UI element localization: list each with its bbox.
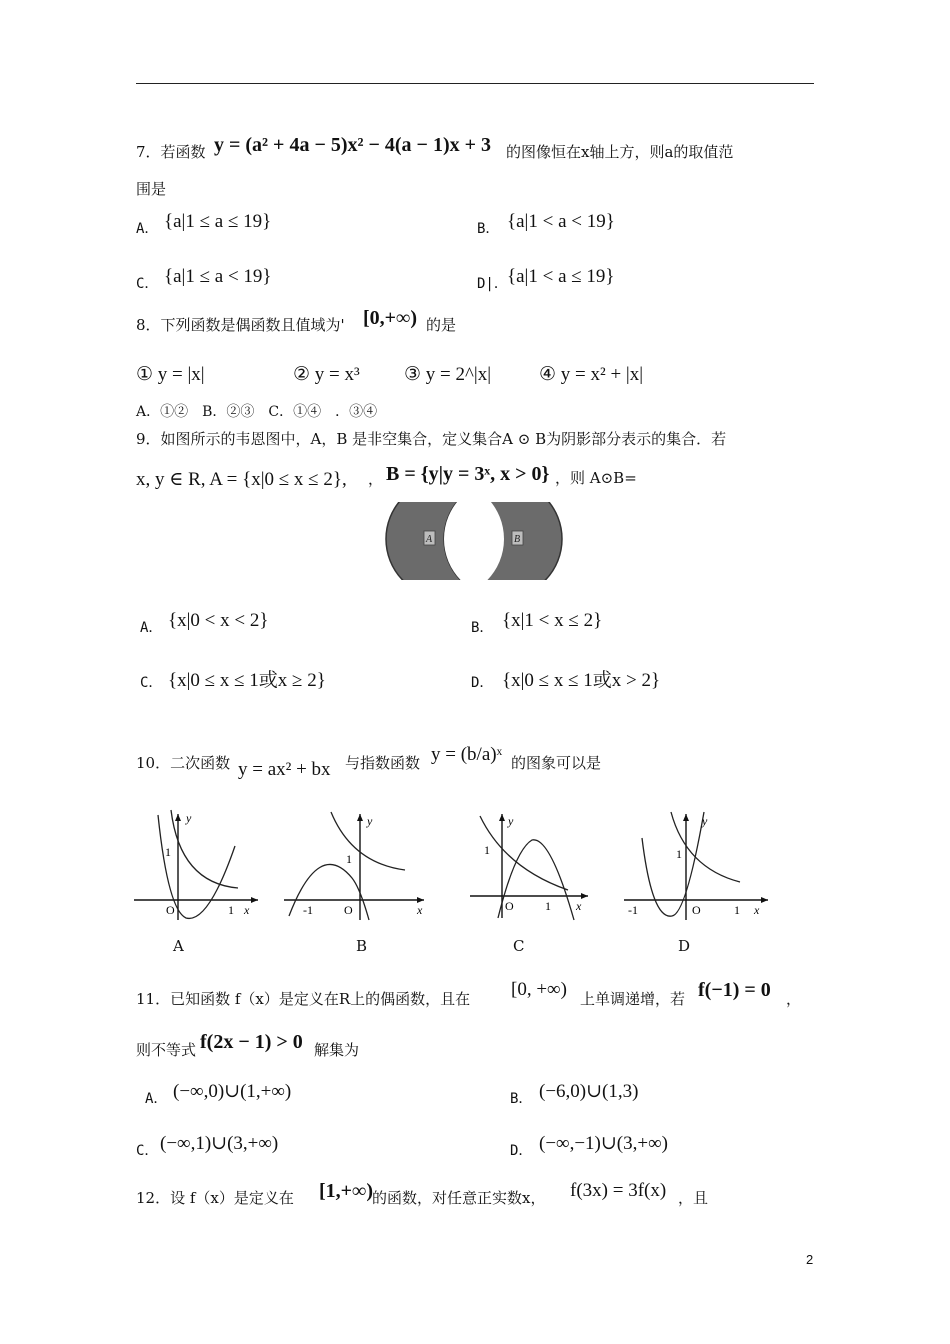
graph-a-label: A	[173, 937, 184, 955]
graph-a-origin: O	[166, 903, 175, 917]
q8-function-3: ③ y = 2^|x|	[404, 364, 492, 385]
q7-option-c-label: C．	[136, 276, 159, 292]
q11-option-c-label: C．	[136, 1143, 159, 1159]
q11-option-d-label: D．	[510, 1143, 533, 1159]
header-rule	[136, 83, 814, 84]
q9-given-a: x, y ∈ R, A = {x|0 ≤ x ≤ 2},	[136, 469, 347, 490]
graph-d-tick-xneg1: -1	[628, 903, 638, 917]
q10-exponential: y = (b/a)ˣ	[431, 744, 503, 765]
q12-tail: ，且	[678, 1189, 709, 1207]
graph-b-x-label: x	[417, 903, 423, 917]
q7-continuation: 围是	[136, 180, 167, 198]
q11-option-b-label: B．	[510, 1091, 533, 1107]
venn-label-a: A	[426, 534, 433, 545]
q11-line-2b: 解集为	[314, 1041, 360, 1059]
q8-function-1: ① y = |x|	[136, 364, 205, 385]
graph-a-x-label: x	[244, 903, 250, 917]
q9-line-1: 9．如图所示的韦恩图中，A，B 是非空集合，定义集合A ⊙ B为阴影部分表示的集合．若	[136, 430, 727, 448]
graph-d	[624, 808, 774, 923]
q12-number: 12．设 f（x）是定义在	[136, 1189, 294, 1207]
graph-c-x-label: x	[576, 899, 582, 913]
q11-middle: 上单调递增，若	[580, 990, 686, 1008]
q10-tail: 的图象可以是	[511, 754, 602, 772]
graph-b	[284, 808, 434, 923]
q9-option-b: {x|1 < x ≤ 2}	[502, 610, 603, 631]
q11-comma: ，	[786, 990, 802, 1008]
q7-option-a: {a|1 ≤ a ≤ 19}	[164, 211, 272, 232]
graph-c-tick-x1: 1	[545, 899, 551, 913]
graph-d-tick-x1: 1	[734, 903, 740, 917]
graph-c-tick-y1: 1	[484, 843, 490, 857]
q7-tail: 的图像恒在x轴上方，则a的取值范	[506, 143, 734, 161]
venn-diagram	[384, 502, 564, 580]
q8-interval: [0,+∞)	[363, 307, 417, 329]
graph-c-origin: O	[505, 899, 514, 913]
q11-option-b: (−6,0)∪(1,3)	[539, 1081, 639, 1102]
graph-c-label: C	[513, 937, 525, 955]
q7-option-c: {a|1 ≤ a < 19}	[164, 266, 272, 287]
q11-option-c: (−∞,1)∪(3,+∞)	[160, 1133, 279, 1154]
graph-b-tick-xneg1: -1	[303, 903, 313, 917]
venn-label-b: B	[514, 534, 521, 545]
q9-option-c-label: C．	[140, 675, 163, 691]
q11-line-2a: 则不等式	[136, 1041, 197, 1059]
q8-tail: 的是	[426, 316, 457, 334]
q9-given-b: B = {y|y = 3ˣ, x > 0}	[386, 463, 550, 485]
q10-quadratic: y = ax² + bx	[238, 759, 331, 780]
graph-b-y-label: y	[367, 814, 373, 828]
graph-b-origin: O	[344, 903, 353, 917]
graph-c	[470, 808, 595, 923]
graph-a-y-label: y	[186, 811, 192, 825]
graph-a-tick-y1: 1	[165, 845, 171, 859]
q7-option-d: {a|1 < a ≤ 19}	[507, 266, 615, 287]
q8-number: 8．下列函数是偶函数且值域为'	[136, 316, 345, 334]
q10-middle: 与指数函数	[345, 754, 421, 772]
q9-option-d-label: D．	[471, 675, 494, 691]
q8-function-4: ④ y = x² + |x|	[539, 364, 644, 385]
graph-b-label: B	[356, 937, 368, 955]
q7-option-a-label: A．	[136, 221, 159, 237]
q9-option-a: {x|0 < x < 2}	[168, 610, 269, 631]
q11-inequality: f(2x − 1) > 0	[200, 1031, 303, 1053]
q11-option-d: (−∞,−1)∪(3,+∞)	[539, 1133, 668, 1154]
graph-a	[134, 808, 264, 923]
q10-number: 10．二次函数	[136, 754, 231, 772]
q9-option-a-label: A．	[140, 620, 163, 636]
q9-option-c: {x|0 ≤ x ≤ 1或x ≥ 2}	[168, 670, 326, 691]
q7-option-b-label: B．	[477, 221, 500, 237]
graph-d-label: D	[678, 937, 691, 955]
q9-option-b-label: B．	[471, 620, 494, 636]
q7-number: 7．若函数	[136, 143, 206, 161]
q9-option-d: {x|0 ≤ x ≤ 1或x > 2}	[502, 670, 661, 691]
q7-option-b: {a|1 < a < 19}	[507, 211, 615, 232]
page-number: 2	[806, 1252, 814, 1267]
q9-separator: ，	[368, 470, 384, 488]
graph-d-x-label: x	[754, 903, 760, 917]
graph-a-tick-x1: 1	[228, 903, 234, 917]
graph-d-origin: O	[692, 903, 701, 917]
q7-expression: y = (a² + 4a − 5)x² − 4(a − 1)x + 3	[214, 134, 492, 156]
q7-option-d-label: D|．	[477, 276, 508, 292]
graph-d-y-label: y	[702, 814, 708, 828]
graph-d-tick-y1: 1	[676, 847, 682, 861]
graph-c-y-label: y	[508, 814, 514, 828]
q12-middle: 的函数，对任意正实数x，	[372, 1189, 546, 1207]
q11-number: 11．已知函数 f（x）是定义在R上的偶函数，且在	[136, 990, 471, 1008]
q12-condition: f(3x) = 3f(x)	[570, 1180, 667, 1201]
q11-interval: [0, +∞)	[511, 979, 567, 1000]
q8-options: A．①② B．②③ C．①④ ．③④	[136, 404, 378, 420]
q11-option-a-label: A．	[145, 1091, 168, 1107]
q9-tail: ，则 A⊙B=	[555, 469, 637, 487]
q12-interval: [1,+∞)	[319, 1180, 373, 1202]
q11-option-a: (−∞,0)∪(1,+∞)	[173, 1081, 292, 1102]
q8-function-2: ② y = x³	[293, 364, 360, 385]
graph-b-tick-y1: 1	[346, 852, 352, 866]
q11-condition: f(−1) = 0	[698, 979, 771, 1001]
